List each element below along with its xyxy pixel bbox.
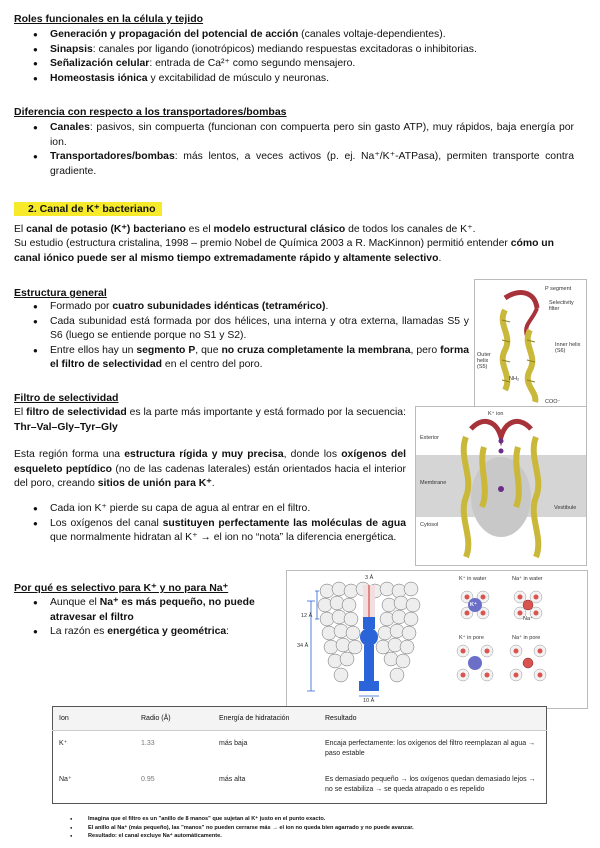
panel-label: Na⁺ in water [512, 576, 543, 582]
dimension-label: 10 Å [363, 698, 375, 704]
subunit-structure-figure [474, 279, 587, 410]
figure-label: Membrane [420, 480, 447, 486]
column-header: Energía de hidratación [213, 707, 319, 731]
figure-label: Cytosol [420, 522, 439, 528]
ion-label: K⁺ [470, 602, 477, 608]
list-item: ● Homeostasis iónica y excitabilidad de músculo y neuronas. [14, 72, 574, 87]
pore-cavity [359, 617, 379, 691]
dimension-label: 12 Å [301, 613, 313, 619]
list-item: ● La razón es energética y geométrica: [14, 625, 284, 640]
figure-label: K⁺ ion [488, 411, 504, 417]
list-item: ● Los oxígenos del canal sustituyen perfectamente las moléculas de agua que normalmente hidratan al K⁺ → el ion no “nota” la diferencia energética. [14, 517, 406, 546]
section-title-filtro: Filtro de selectividad [14, 392, 119, 404]
list-item: ● Cada ion K⁺ pierde su capa de agua al entrar en el filtro. [14, 502, 406, 517]
column-header: Resultado [319, 707, 547, 731]
list-item: ● El anillo al Na⁺ (más pequeño), las "manos" no pueden cerrarse más → el ion no queda bien agarrado y no puede avanzar. [52, 824, 414, 833]
table-row [53, 731, 547, 768]
ion-comparison-table [52, 706, 547, 804]
footnotes-list [52, 815, 414, 841]
figure-label: Outer helix (S5) [477, 352, 491, 370]
ion-label: Na⁺ [523, 616, 533, 622]
figure-label: Exterior [420, 435, 439, 441]
column-header: Radio (Å) [135, 707, 213, 731]
section-title-estructura: Estructura general [14, 287, 107, 299]
section-heading-canal-k: 2. Canal de K⁺ bacteriano [14, 202, 162, 216]
list-item: ● Canales: pasivos, sin compuerta (funcionan con compuerta pero sin gasto ATP), muy rápidos, baja energía por ion. [14, 121, 574, 150]
table-cell: más alta [219, 776, 246, 783]
filtro-paragraph-1: El filtro de selectividad es la parte más importante y está formado por la secuencia: Thr–Val–Gly–Tyr–Gly [14, 407, 406, 433]
pore-and-ions-illustration [287, 571, 587, 708]
list-item: ● Resultado: el canal excluye Na⁺ automáticamente. [52, 832, 414, 841]
section-title-porque: Por qué es selectivo para K⁺ y no para Na⁺ [14, 582, 229, 594]
table-cell: Es demasiado pequeño → los oxígenos quedan demasiado lejos → no se estabiliza → se queda atrapado o es repelido [325, 776, 536, 793]
figure-label: P segment [545, 286, 572, 292]
list-item: ● Señalización celular: entrada de Ca²⁺ como segundo mensajero. [14, 57, 574, 72]
channel-membrane-figure [415, 406, 587, 566]
figure-label: Inner helix (S6) [555, 342, 581, 354]
list-item: ● Aunque el Na⁺ es más pequeño, no puede atravesar el filtro [14, 596, 284, 625]
channel-illustration [416, 407, 586, 565]
roles-list [14, 28, 574, 86]
table-header-row [53, 707, 547, 731]
list-item: ● Imagina que el filtro es un "anillo de 8 manos" que sujetan al K⁺ justo en el punto exacto. [52, 815, 414, 824]
table-cell: 0.95 [141, 776, 155, 783]
filtro-list [14, 502, 406, 546]
porque-list [14, 596, 284, 640]
table-cell: 1.33 [141, 740, 155, 747]
table-cell: K⁺ [59, 740, 68, 747]
list-item: ● Sinapsis: canales por ligando (ionotrópicos) mediando respuestas excitadoras o inhibitorias. [14, 43, 574, 58]
dimension-label: 34 Å [297, 643, 309, 649]
list-item: ● Formado por cuatro subunidades idénticas (tetramérico). [14, 300, 469, 315]
dimension-label: 3 Å [365, 575, 374, 581]
intro-paragraph-2: Su estudio (estructura cristalina, 1998 – premio Nobel de Química 2003 a R. MacKinnon) permitió entender cómo un canal iónico puede ser al mismo tiempo extremadamente rápido y altamente selectivo. [14, 238, 554, 264]
filtro-paragraph-2: Esta región forma una estructura rígida y muy precisa, donde los oxígenos del esqueleto peptídico (no de las cadenas laterales) están orientados hacia el interior del poro, creando sitios de unión para K⁺. [14, 449, 406, 490]
diferencia-list [14, 121, 574, 179]
section-title-roles: Roles funcionales en la célula y tejido [14, 13, 204, 25]
panel-label: K⁺ in pore [459, 635, 484, 641]
ion-selectivity-figure [286, 570, 588, 709]
list-item: ● Cada subunidad está formada por dos hélices, una interna y otra externa, llamadas S5 y S6 (luego se entiende porque no S1 y S2). [14, 315, 469, 344]
figure-label: Selectivity filter [549, 300, 574, 312]
intro-paragraph-1: El canal de potasio (K⁺) bacteriano es el modelo estructural clásico de todos los canales de K⁺. [14, 224, 476, 235]
section-title-diferencia: Diferencia con respecto a los transportadores/bombas [14, 106, 287, 118]
panel-label: Na⁺ in pore [512, 635, 541, 641]
list-item: ● Entre ellos hay un segmento P, que no cruza completamente la membrana, pero forma el filtro de selectividad en el centro del poro. [14, 344, 469, 373]
table-row [53, 767, 547, 804]
panel-label: K⁺ in water [459, 576, 487, 582]
figure-label: NH₂ [509, 376, 520, 382]
estructura-list [14, 300, 469, 373]
list-item: ● Transportadores/bombas: más lentos, a veces activos (p. ej. Na⁺/K⁺-ATPasa), permiten transporte contra gradiente. [14, 150, 574, 179]
list-item: ● Generación y propagación del potencial de acción (canales voltaje-dependientes). [14, 28, 574, 43]
column-header: Ion [53, 707, 136, 731]
table-cell: más baja [219, 740, 248, 747]
table-cell: Encaja perfectamente: los oxígenos del filtro reemplazan al agua → paso estable [325, 740, 536, 757]
table-cell: Na⁺ [59, 776, 72, 783]
figure-label: Vestibule [554, 505, 577, 511]
figure-label: COO⁻ [545, 399, 561, 405]
